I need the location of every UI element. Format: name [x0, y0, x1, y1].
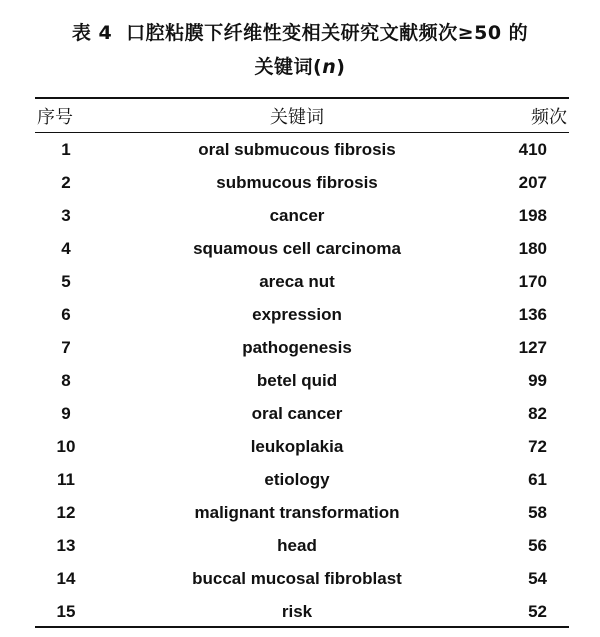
row-serial-number: 3 — [61, 205, 71, 225]
header-frequency: 频次 — [531, 106, 567, 128]
table-row — [35, 430, 569, 463]
row-frequency: 82 — [528, 403, 547, 423]
row-keyword: pathogenesis — [242, 337, 352, 357]
row-keyword: oral submucous fibrosis — [198, 139, 396, 159]
row-keyword: areca nut — [259, 271, 335, 291]
table-body — [35, 132, 569, 628]
table-row — [35, 496, 569, 529]
row-frequency: 170 — [518, 271, 547, 291]
table-row — [35, 265, 569, 298]
table-row — [35, 232, 569, 265]
row-frequency: 180 — [518, 238, 547, 258]
row-serial-number: 8 — [61, 370, 71, 390]
row-keyword: buccal mucosal fibroblast — [192, 568, 402, 588]
row-keyword: leukoplakia — [250, 436, 344, 456]
paren-close: ) — [336, 56, 346, 78]
row-serial-number: 2 — [61, 172, 71, 192]
table-row — [35, 562, 569, 595]
row-frequency: 58 — [528, 502, 547, 522]
keyword-frequency-table — [35, 99, 569, 628]
row-frequency: 99 — [528, 370, 547, 390]
row-serial-number: 6 — [61, 304, 71, 324]
row-serial-number: 11 — [57, 469, 75, 489]
table-caption-line2 — [0, 52, 600, 79]
row-keyword: risk — [281, 601, 313, 621]
row-frequency: 54 — [528, 568, 547, 588]
table-row — [35, 595, 569, 628]
row-serial-number: 5 — [61, 271, 71, 291]
header-row — [35, 99, 569, 132]
row-frequency: 136 — [518, 304, 547, 324]
row-keyword: expression — [252, 304, 342, 324]
row-frequency: 198 — [518, 205, 547, 225]
row-frequency: 72 — [528, 436, 547, 456]
row-keyword: submucous fibrosis — [216, 172, 378, 192]
table-row — [35, 397, 569, 430]
row-keyword: cancer — [269, 205, 325, 225]
row-keyword: malignant transformation — [194, 502, 400, 522]
row-serial-number: 4 — [61, 238, 71, 258]
row-keyword: etiology — [264, 469, 330, 489]
table-row — [35, 132, 569, 166]
table-caption-line1 — [0, 18, 600, 45]
row-serial-number: 9 — [61, 403, 71, 423]
row-frequency: 61 — [528, 469, 547, 489]
row-serial-number: 10 — [56, 436, 76, 456]
row-keyword: betel quid — [256, 370, 338, 390]
table-row — [35, 331, 569, 364]
table-number: 表 4 — [71, 22, 113, 44]
row-serial-number: 12 — [56, 502, 76, 522]
row-serial-number: 13 — [56, 535, 76, 555]
table-row — [35, 166, 569, 199]
row-serial-number: 15 — [56, 601, 76, 621]
row-keyword: squamous cell carcinoma — [193, 238, 401, 258]
header-keyword: 关键词 — [270, 106, 324, 128]
table-row — [35, 463, 569, 496]
row-serial-number: 7 — [61, 337, 71, 357]
table-row — [35, 364, 569, 397]
table-row — [35, 298, 569, 331]
row-serial-number: 14 — [56, 568, 76, 588]
row-keyword: oral cancer — [251, 403, 343, 423]
row-frequency: 52 — [528, 601, 547, 621]
row-serial-number: 1 — [61, 139, 71, 159]
header-serial-number: 序号 — [37, 106, 73, 128]
row-keyword: head — [277, 535, 317, 555]
table-title-continued: 关键词 — [254, 56, 314, 78]
row-frequency: 56 — [528, 535, 547, 555]
row-frequency: 207 — [518, 172, 547, 192]
table-title: 口腔粘膜下纤维性变相关研究文献频次≥50 的 — [126, 22, 529, 44]
paren-open: ( — [313, 56, 323, 78]
row-frequency: 410 — [518, 139, 547, 159]
table-row — [35, 199, 569, 232]
count-variable: n — [322, 56, 337, 78]
row-frequency: 127 — [518, 337, 547, 357]
table-row — [35, 529, 569, 562]
